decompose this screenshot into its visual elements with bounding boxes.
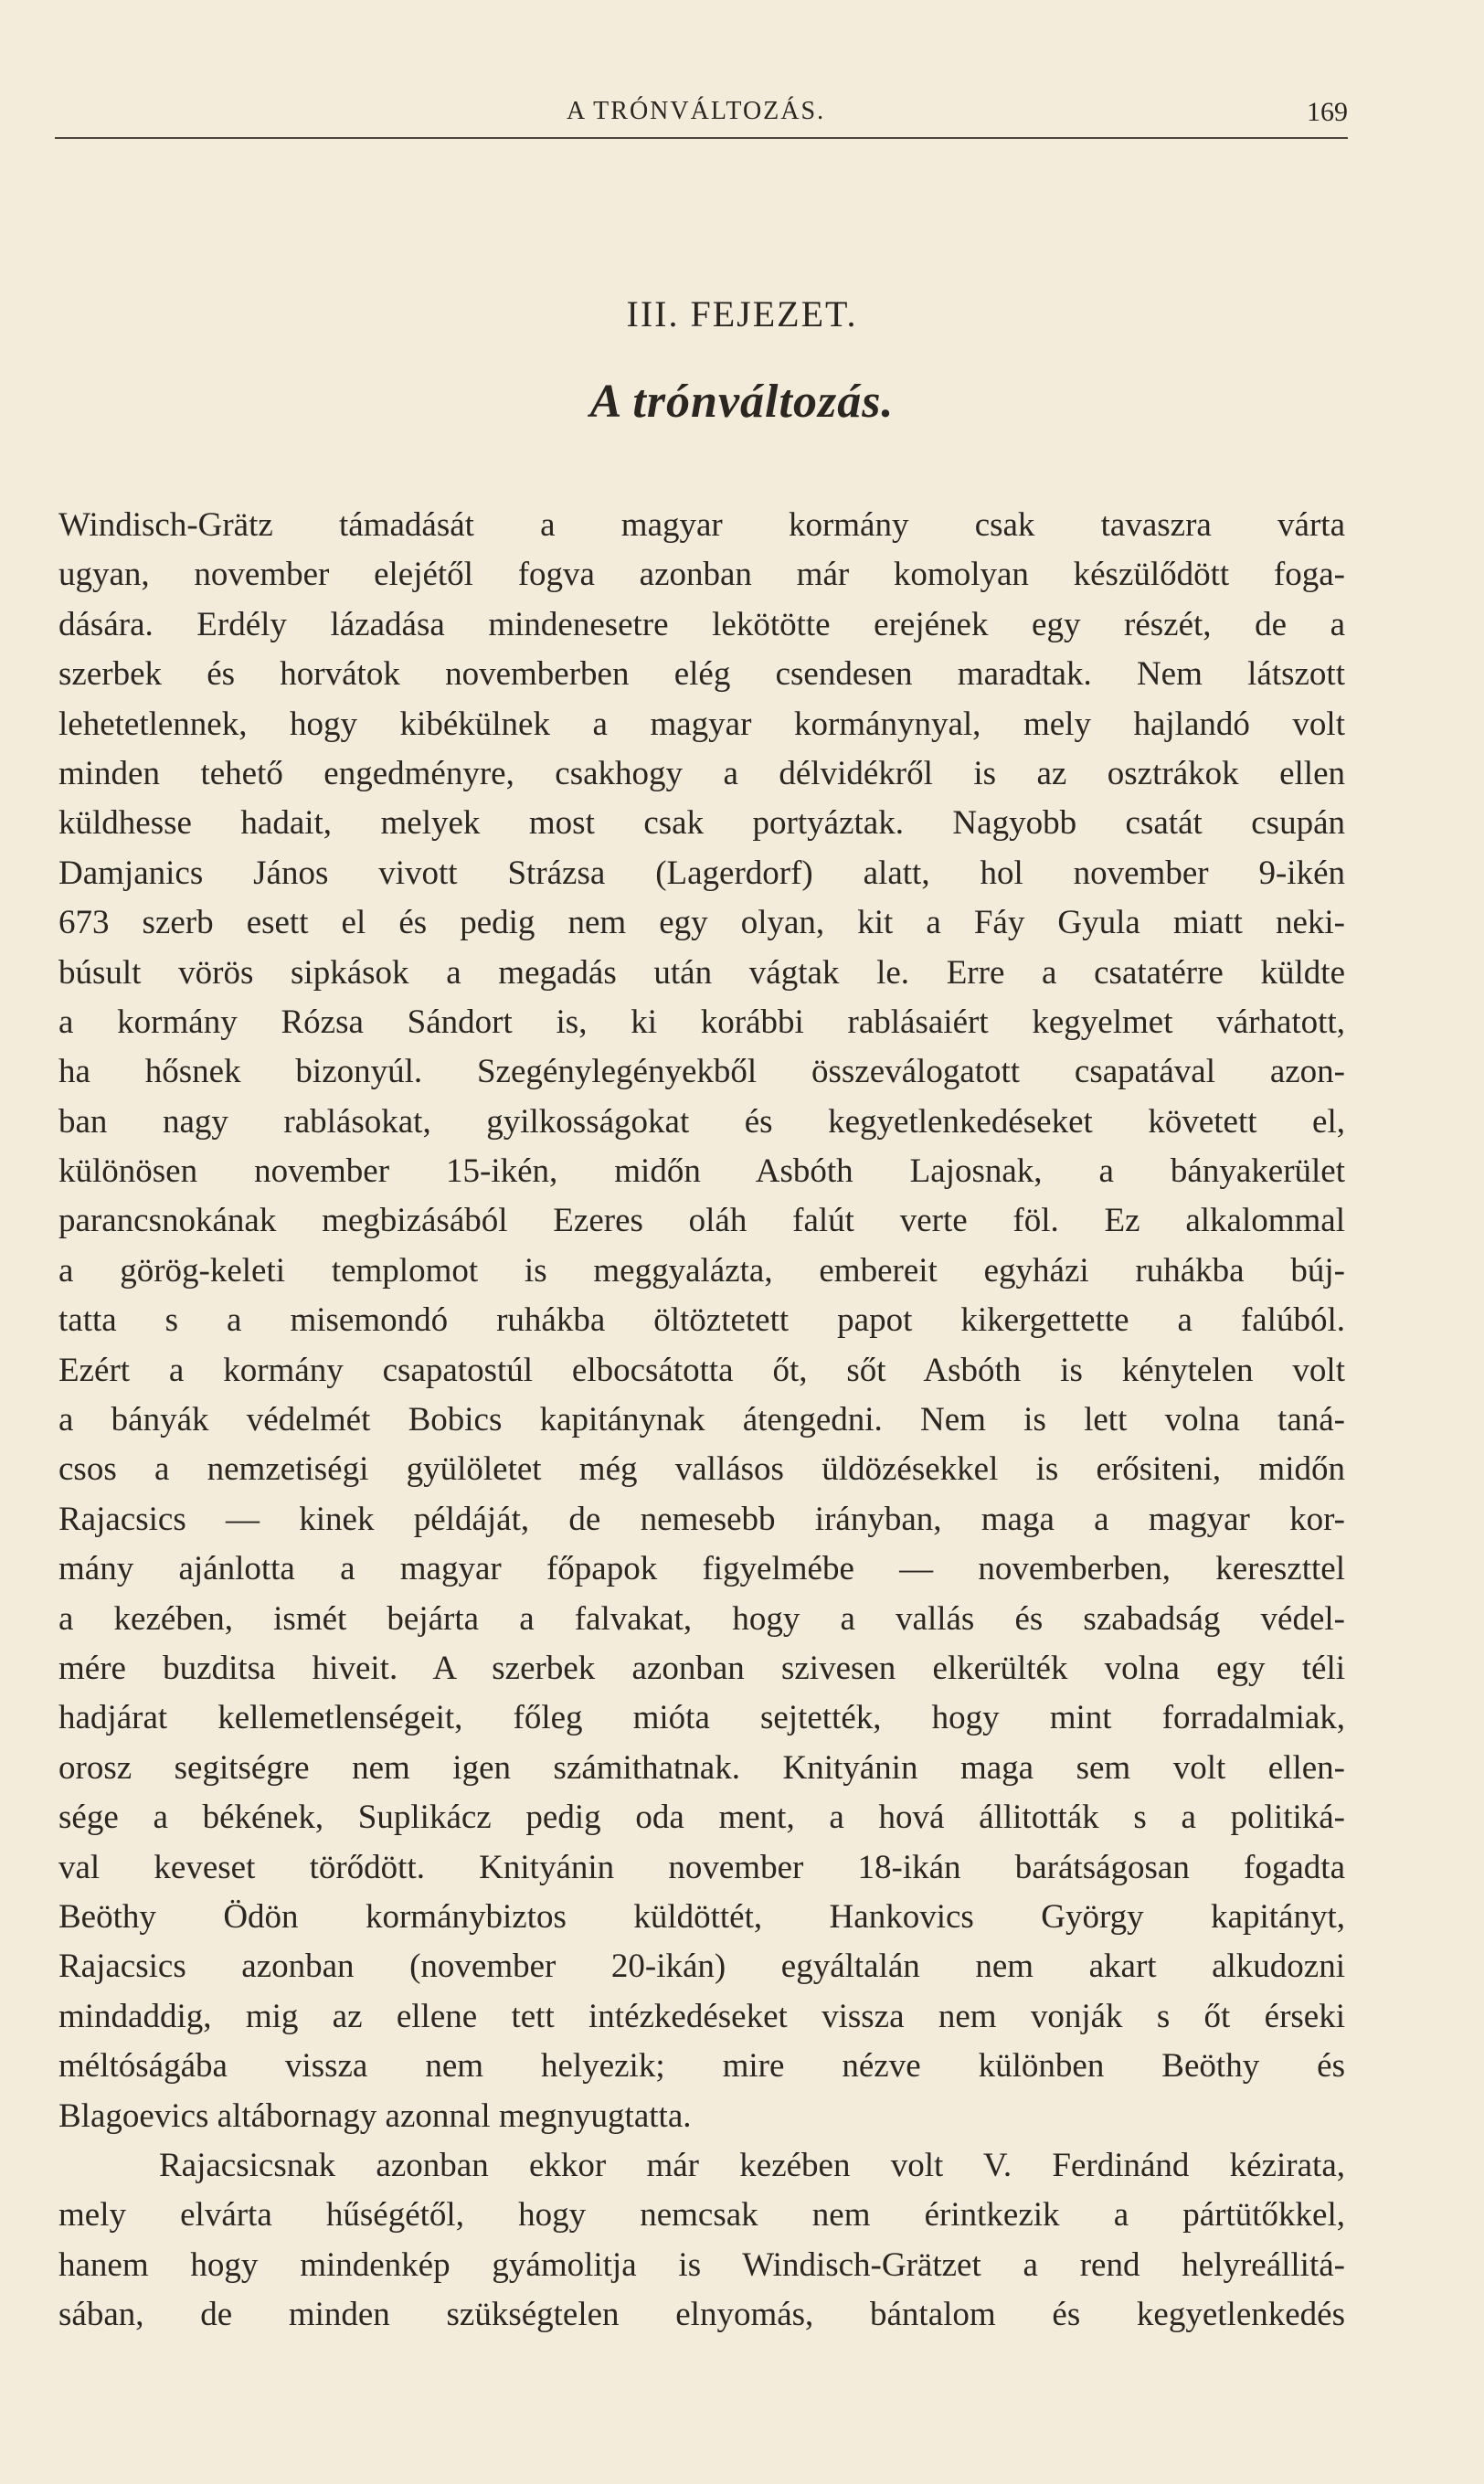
text-line: ha hősnek bizonyúl. Szegénylegényekből összeválogatott csapatával azon- (58, 1053, 1345, 1091)
text-line: csos a nemzetiségi gyülöletet még vallásos üldözésekkel is erősiteni, midőn (58, 1450, 1345, 1489)
text-line: mindaddig, mig az ellene tett intézkedéseket vissza nem vonják s őt érseki (58, 1997, 1345, 2035)
text-line: ugyan, november elejétől fogva azonban már komolyan készülődött foga- (58, 556, 1345, 594)
text-line: méltóságába vissza nem helyezik; mire nézve különben Beöthy és (58, 2047, 1345, 2086)
text-line: ban nagy rablásokat, gyilkosságokat és kegyetlenkedéseket követett el, (58, 1102, 1345, 1141)
text-line: küldhesse hadait, melyek most csak portyáztak. Nagyobb csatát csupán (58, 804, 1345, 843)
text-line: mány ajánlotta a magyar főpapok figyelmébe — novemberben, kereszttel (58, 1550, 1345, 1588)
text-line: a kormány Rózsa Sándort is, ki korábbi rablásaiért kegyelmet várhatott, (58, 1003, 1345, 1041)
text-line: Beöthy Ödön kormánybiztos küldöttét, Hankovics György kapitányt, (58, 1897, 1345, 1936)
text-line: tatta s a misemondó ruhákba öltöztetett papot kikergettette a falúból. (58, 1301, 1345, 1340)
text-line: lehetetlennek, hogy kibékülnek a magyar kormánynyal, mely hajlandó volt (58, 705, 1345, 743)
text-line: hanem hogy mindenkép gyámolitja is Windisch-Grätzet a rend helyreállitá- (58, 2245, 1345, 2284)
chapter-number: III. FEJEZET. (626, 293, 858, 334)
text-line: Ezért a kormány csapatostúl elbocsátotta őt, sőt Asbóth is kénytelen volt (58, 1351, 1345, 1389)
text-line: sége a békének, Suplikácz pedig oda ment, a hová állitották s a politiká- (58, 1799, 1345, 1837)
text-line: búsult vörös sipkások a megadás után vágtak le. Erre a csatatérre küldte (58, 953, 1345, 992)
text-line: Rajacsicsnak azonban ekkor már kezében volt V. Ferdinánd kézirata, (159, 2146, 1345, 2184)
text-line: Rajacsics azonban (november 20-ikán) egyáltalán nem akart alkudozni (58, 1948, 1345, 1986)
page-number: 169 (1307, 97, 1348, 127)
text-line: Rajacsics — kinek példáját, de nemesebb irányban, maga a magyar kor- (58, 1500, 1345, 1538)
text-line: dására. Erdély lázadása mindenesetre lekötötte erejének egy részét, de a (58, 605, 1345, 643)
running-title: A TRÓNVÁLTOZÁS. (567, 97, 826, 125)
chapter-title: A trónváltozás. (589, 376, 895, 428)
text-line: minden tehető engedményre, csakhogy a délvidékről is az osztrákok ellen (58, 754, 1345, 792)
text-line: 673 szerb esett el és pedig nem egy olyan, kit a Fáy Gyula miatt neki- (58, 904, 1345, 942)
text-line: Damjanics János vivott Strázsa (Lagerdorf) alatt, hol november 9-ikén (58, 854, 1345, 892)
text-line: hadjárat kellemetlenségeit, főleg mióta sejtették, hogy mint forradalmiak, (58, 1699, 1345, 1737)
text-line: orosz segitségre nem igen számithatnak. Knityánin maga sem volt ellen- (58, 1748, 1345, 1787)
text-line: Blagoevics altábornagy azonnal megnyugtatta. (58, 2097, 692, 2135)
text-line: mére buzditsa hiveit. A szerbek azonban szivesen elkerülték volna egy téli (58, 1649, 1345, 1687)
text-line: sában, de minden szükségtelen elnyomás, bántalom és kegyetlenkedés (58, 2296, 1345, 2334)
body-text (58, 501, 1345, 2340)
text-line: szerbek és horvátok novemberben elég csendesen maradtak. Nem látszott (58, 655, 1345, 694)
text-line: a bányák védelmét Bobics kapitánynak átengedni. Nem is lett volna taná- (58, 1401, 1345, 1439)
page-header (55, 97, 1348, 139)
text-line: parancsnokának megbizásából Ezeres oláh falút verte föl. Ez alkalommal (58, 1202, 1345, 1240)
text-line: különösen november 15-ikén, midőn Asbóth Lajosnak, a bányakerület (58, 1152, 1345, 1191)
text-line: a görög-keleti templomot is meggyalázta, embereit egyházi ruhákba búj- (58, 1251, 1345, 1290)
text-line: a kezében, ismét bejárta a falvakat, hogy a vallás és szabadság védel- (58, 1599, 1345, 1638)
text-line: val keveset törődött. Knityánin november 18-ikán barátságosan fogadta (58, 1848, 1345, 1886)
text-line: Windisch-Grätz támadását a magyar kormány csak tavaszra várta (58, 506, 1345, 544)
text-line: mely elvárta hűségétől, hogy nemcsak nem érintkezik a pártütőkkel, (58, 2196, 1345, 2235)
